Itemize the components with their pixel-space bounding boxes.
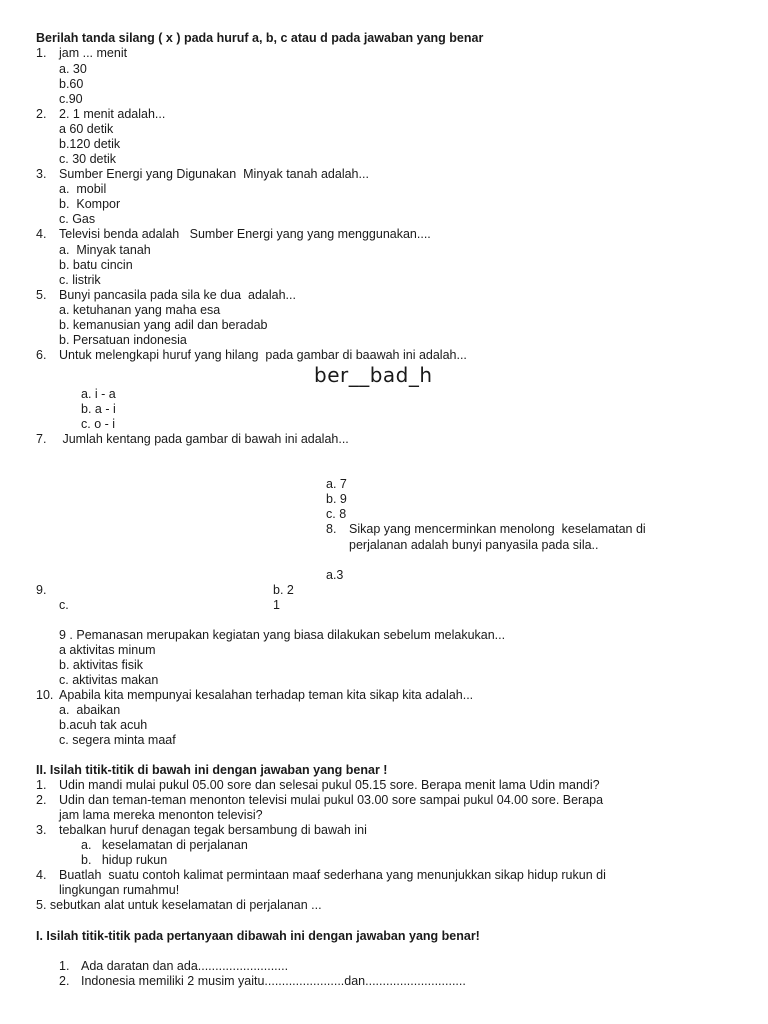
q7-option-b: b. 9 <box>326 492 347 506</box>
s3-item1-number: 1. <box>59 959 70 973</box>
q1-option-b: b.60 <box>59 77 84 91</box>
q9-option-b: b. aktivitas fisik <box>59 658 144 672</box>
section3-heading: I. Isilah titik-titik pada pertanyaan dibawah ini dengan jawaban yang benar! <box>36 929 480 943</box>
q8-text-line2: perjalanan adalah bunyi panyasila pada sila.. <box>349 538 599 552</box>
stray-number-9: 9. <box>36 583 47 597</box>
q4-option-c: c. listrik <box>59 273 101 287</box>
s2-item2-text-line1: Udin dan teman-teman menonton televisi mulai pukul 03.00 sore sampai pukul 04.00 sore. Berapa <box>59 793 604 807</box>
q5-number: 5. <box>36 288 47 302</box>
q7-text: Jumlah kentang pada gambar di bawah ini adalah... <box>59 432 349 446</box>
s2-item2-text-line2: jam lama mereka menonton televisi? <box>59 808 263 822</box>
s2-item3-sub-b: b. hidup rukun <box>81 853 168 867</box>
q1-option-c: c.90 <box>59 92 83 106</box>
q4-option-a: a. Minyak tanah <box>59 243 151 257</box>
q9-option-c: c. aktivitas makan <box>59 673 159 687</box>
s2-item4-number: 4. <box>36 868 47 882</box>
s3-item1-text: Ada daratan dan ada.......................... <box>81 959 289 973</box>
q10-option-c: c. segera minta maaf <box>59 733 176 747</box>
q9-option-a: a aktivitas minum <box>59 643 156 657</box>
q8-option-a: a.3 <box>326 568 344 582</box>
s2-item1-text: Udin mandi mulai pukul 05.00 sore dan selesai pukul 05.15 sore. Berapa menit lama Udin mandi? <box>59 778 600 792</box>
q1-text: jam ... menit <box>59 46 128 60</box>
q7-option-a: a. 7 <box>326 477 347 491</box>
s2-item4-text-line1: Buatlah suatu contoh kalimat permintaan maaf sederhana yang menunjukkan sikap hidup rukun di <box>59 868 606 882</box>
s2-item3-sub-a: a. keselamatan di perjalanan <box>81 838 248 852</box>
section1-heading: Berilah tanda silang ( x ) pada huruf a, b, c atau d pada jawaban yang benar <box>36 31 484 45</box>
q1-option-a: a. 30 <box>59 62 87 76</box>
s2-item1-number: 1. <box>36 778 47 792</box>
q3-number: 3. <box>36 167 47 181</box>
q8-option-b: b. 2 <box>273 583 294 597</box>
q3-text: Sumber Energi yang Digunakan Minyak tanah adalah... <box>59 167 369 181</box>
q2-option-c: c. 30 detik <box>59 152 116 166</box>
q4-number: 4. <box>36 227 47 241</box>
section2-heading: II. Isilah titik-titik di bawah ini dengan jawaban yang benar ! <box>36 763 388 777</box>
q6-option-b: b. a - i <box>81 402 116 416</box>
q10-text: Apabila kita mempunyai kesalahan terhadap teman kita sikap kita adalah... <box>59 688 474 702</box>
q4-option-b: b. batu cincin <box>59 258 133 272</box>
q10-option-a: a. abaikan <box>59 703 121 717</box>
q8-option-c-value: 1 <box>273 598 280 612</box>
q8-option-c: c. <box>59 598 69 612</box>
q2-number: 2. <box>36 107 47 121</box>
q7-option-c: c. 8 <box>326 507 347 521</box>
s2-item4-text-line2: lingkungan rumahmu! <box>59 883 180 897</box>
q7-number: 7. <box>36 432 47 446</box>
q6-text: Untuk melengkapi huruf yang hilang pada gambar di baawah ini adalah... <box>59 348 467 362</box>
q4-text: Televisi benda adalah Sumber Energi yang yang menggunakan.... <box>59 227 431 241</box>
q5-option-c: b. Persatuan indonesia <box>59 333 187 347</box>
s2-item2-number: 2. <box>36 793 47 807</box>
q2-text: 2. 1 menit adalah... <box>59 107 166 121</box>
q5-text: Bunyi pancasila pada sila ke dua adalah... <box>59 288 296 302</box>
q8-number: 8. <box>326 522 337 536</box>
q5-option-b: b. kemanusian yang adil dan beradab <box>59 318 268 332</box>
q3-option-c: c. Gas <box>59 212 96 226</box>
s2-item3-text: tebalkan huruf denagan tegak bersambung di bawah ini <box>59 823 367 837</box>
q6-missing-letters-word: ber__bad_h <box>314 363 433 387</box>
q5-option-a: a. ketuhanan yang maha esa <box>59 303 221 317</box>
q9-text: 9 . Pemanasan merupakan kegiatan yang biasa dilakukan sebelum melakukan... <box>59 628 506 642</box>
q6-option-a: a. i - a <box>81 387 116 401</box>
s2-item5-text: 5. sebutkan alat untuk keselamatan di perjalanan ... <box>36 898 322 912</box>
q6-option-c: c. o - i <box>81 417 116 431</box>
q10-option-b: b.acuh tak acuh <box>59 718 148 732</box>
s3-item2-text: Indonesia memiliki 2 musim yaitu.......................dan............................. <box>81 974 466 988</box>
q3-option-b: b. Kompor <box>59 197 121 211</box>
q2-option-a: a 60 detik <box>59 122 114 136</box>
q8-text-line1: Sikap yang mencerminkan menolong keselamatan di <box>349 522 646 536</box>
q1-number: 1. <box>36 46 47 60</box>
s3-item2-number: 2. <box>59 974 70 988</box>
q6-number: 6. <box>36 348 47 362</box>
q10-number: 10. <box>36 688 54 702</box>
s2-item3-number: 3. <box>36 823 47 837</box>
q2-option-b: b.120 detik <box>59 137 121 151</box>
q3-option-a: a. mobil <box>59 182 107 196</box>
